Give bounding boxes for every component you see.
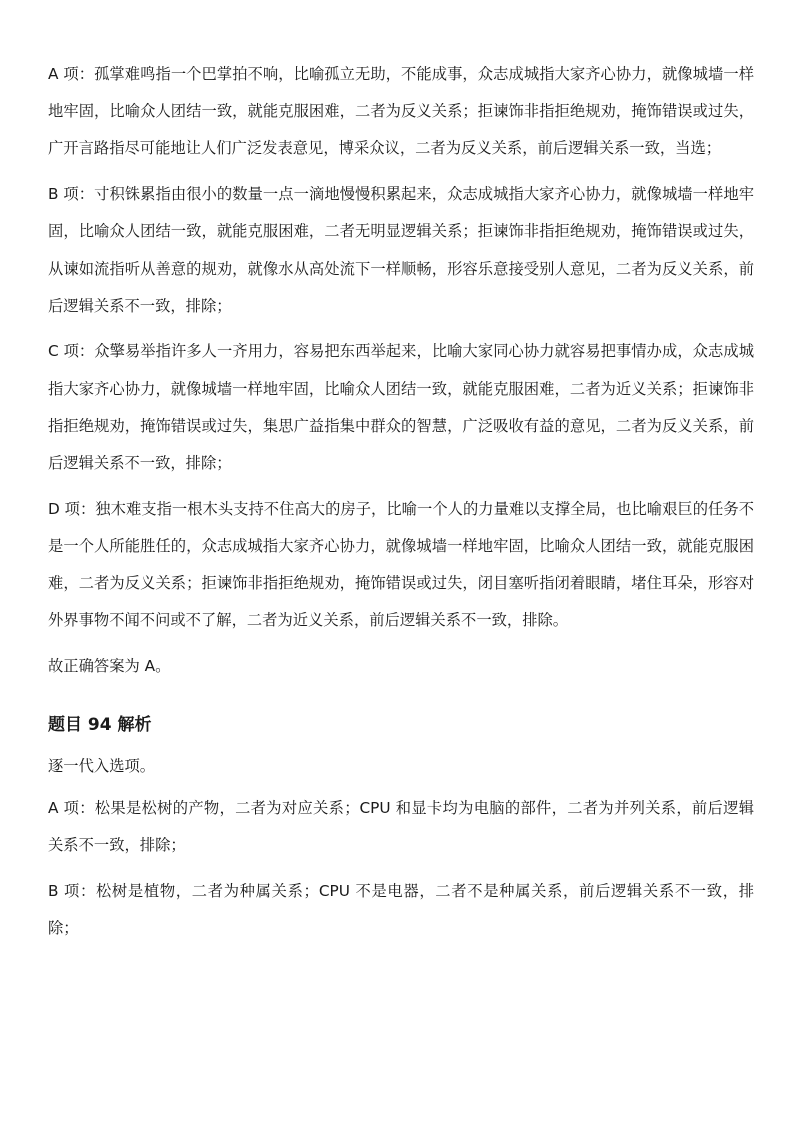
q94-option-b-analysis: B 项：松树是植物，二者为种属关系；CPU 不是电器，二者不是种属关系，前后逻辑关系不一致，排除； — [48, 881, 754, 937]
q94-option-a-analysis: A 项：松果是松树的产物，二者为对应关系；CPU 和显卡均为电脑的部件，二者为并列关系，前后逻辑关系不一致，排除； — [48, 798, 754, 854]
option-d-analysis: D 项：独木难支指一根木头支持不住高大的房子，比喻一个人的力量难以支撑全局，也比喻艰巨的任务不是一个人所能胜任的，众志成城指大家齐心协力，就像城墙一样地牢固，比喻众人团结一致，就能克服困难，二者为反义关系；拒谏饰非指拒绝规劝，掩饰错误或过失，闭目塞听指闭着眼睛，堵住耳朵，形容对外界事物不闻不问或不了解，二者为近义关系，前后逻辑关系不一致，排除。 — [48, 499, 754, 630]
correct-answer: 故正确答案为 A。 — [48, 657, 171, 676]
section-intro: 逐一代入选项。 — [48, 757, 156, 776]
option-a-analysis: A 项：孤掌难鸣指一个巴掌拍不响，比喻孤立无助，不能成事，众志成城指大家齐心协力，就像城墙一样地牢固，比喻众人团结一致，就能克服困难，二者为反义关系；拒谏饰非指拒绝规劝，掩饰错误或过失，广开言路指尽可能地让人们广泛发表意见，博采众议，二者为反义关系，前后逻辑关系一致，当选； — [48, 65, 754, 158]
option-b-analysis: B 项：寸积铢累指由很小的数量一点一滴地慢慢积累起来，众志成城指大家齐心协力，就像城墙一样地牢固，比喻众人团结一致，就能克服困难，二者无明显逻辑关系；拒谏饰非指拒绝规劝，掩饰错误或过失，从谏如流指听从善意的规劝，就像水从高处流下一样顺畅，形容乐意接受别人意见，二者为反义关系，前后逻辑关系不一致，排除； — [48, 185, 754, 315]
document-content — [48, 56, 754, 955]
option-c-analysis: C 项：众擎易举指许多人一齐用力，容易把东西举起来，比喻大家同心协力就容易把事情办成，众志成城指大家齐心协力，就像城墙一样地牢固，比喻众人团结一致，就能克服困难，二者为近义关系；拒谏饰非指拒绝规劝，掩饰错误或过失，集思广益指集中群众的智慧，广泛吸收有益的意见，二者为反义关系，前后逻辑关系不一致，排除； — [48, 342, 754, 473]
section-heading-94: 题目 94 解析 — [48, 715, 152, 736]
